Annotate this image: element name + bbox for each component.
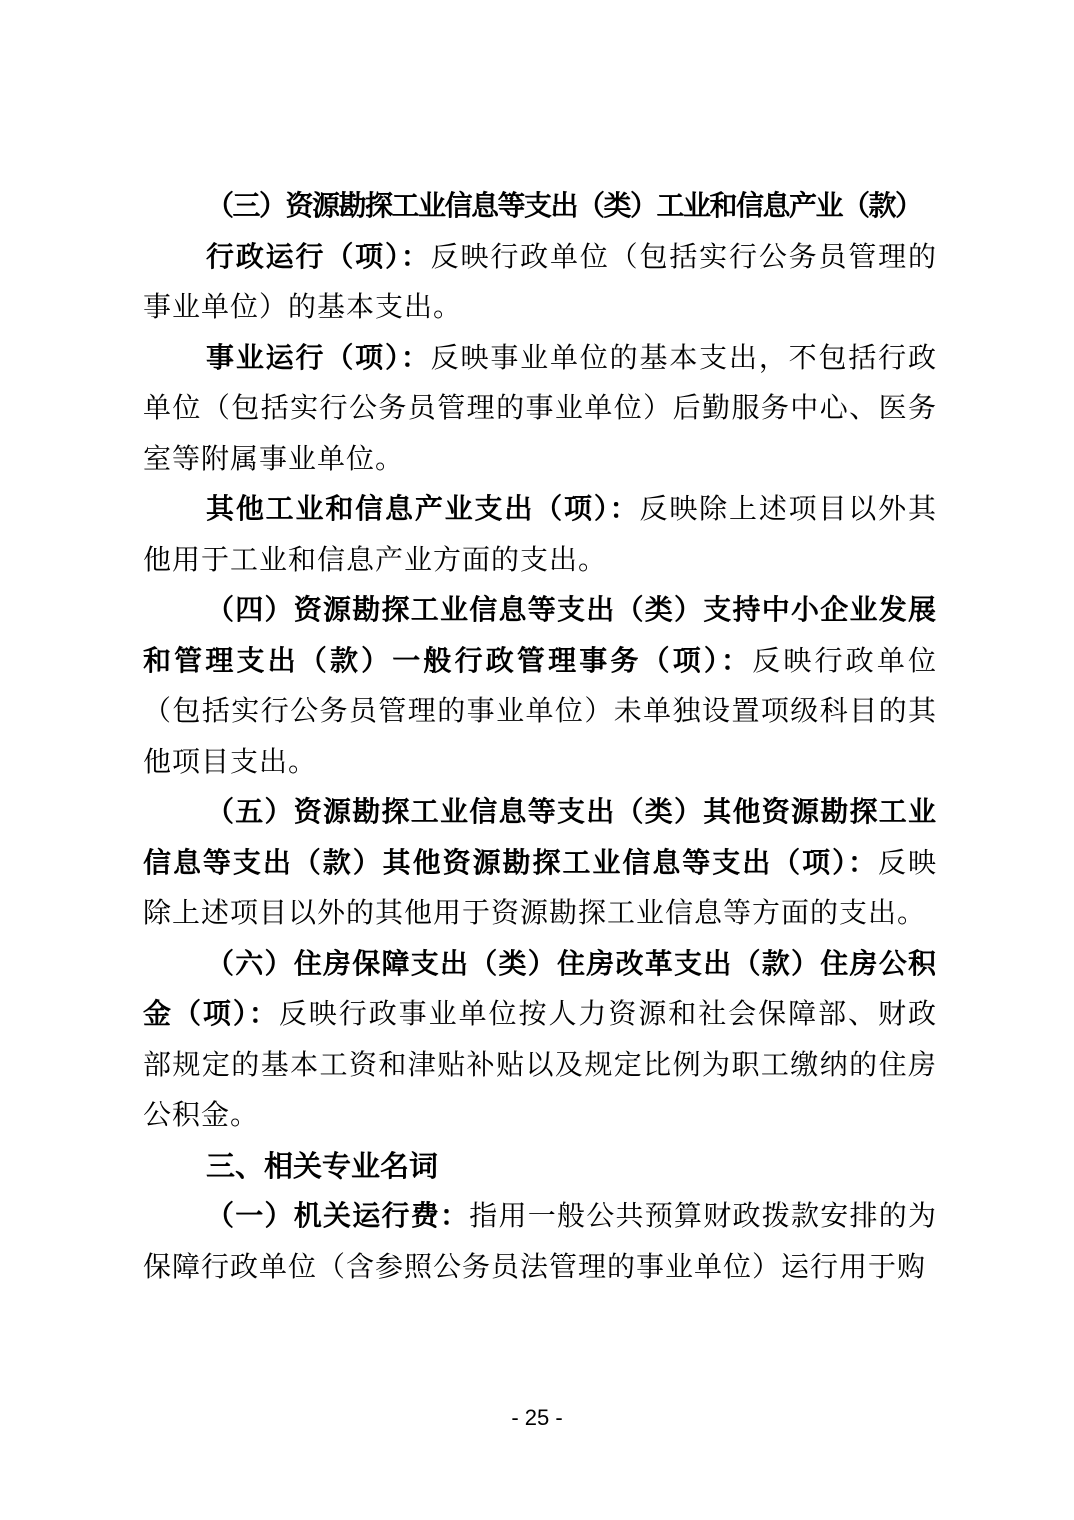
paragraph-lead: （六）住房保障支出（类）住房改革支出（款）住房公积金（项）： — [143, 948, 937, 1030]
paragraph-body: 反映事业单位的基本支出，不包括行政单位（包括实行公务员管理的事业单位）后勤服务中心、医务室等附属事业单位。 — [143, 342, 937, 475]
paragraph-body: 反映行政单位（包括实行公务员管理的事业单位）未单独设置项级科目的其他项目支出。 — [143, 645, 937, 778]
page-number: - 25 - — [511, 1405, 563, 1430]
paragraph-body: 反映行政单位（包括实行公务员管理的事业单位）的基本支出。 — [143, 241, 937, 323]
paragraph-lead: （一）机关运行费： — [206, 1201, 470, 1232]
heading-related-terms: 三、相关专业名词 — [206, 1150, 439, 1183]
paragraph-body: 反映行政事业单位按人力资源和社会保障部、财政部规定的基本工资和津贴补贴以及规定比例为职工缴纳的住房公积金。 — [143, 999, 937, 1131]
paragraph-body: 反映除上述项目以外其他用于工业和信息产业方面的支出。 — [143, 494, 937, 576]
paragraph-body: 反映除上述项目以外的其他用于资源勘探工业信息等方面的支出。 — [143, 847, 937, 929]
paragraph-lead: （三）资源勘探工业信息等支出（类）工业和信息产业（款） — [206, 191, 922, 222]
paragraph-jiguan-yunxingfei — [143, 1192, 937, 1293]
paragraph-body: 指用一般公共预算财政拨款安排的为保障行政单位（含参照公务员法管理的事业单位）运行用于购 — [143, 1201, 937, 1283]
paragraph-lead: 行政运行（项）： — [206, 241, 431, 273]
paragraph-lead: 事业运行（项）： — [206, 342, 431, 374]
paragraph-lead: （四）资源勘探工业信息等支出（类）支持中小企业发展和管理支出（款）一般行政管理事务（项）： — [143, 595, 937, 677]
paragraph-lead: （五）资源勘探工业信息等支出（类）其他资源勘探工业信息等支出（款）其他资源勘探工业信息等支出（项）： — [143, 797, 937, 879]
paragraph-section-6 — [143, 940, 937, 1142]
paragraph-xingzheng-yunxing — [143, 233, 937, 334]
paragraph-section-3-title — [143, 182, 937, 233]
paragraph-lead: 其他工业和信息产业支出（项）： — [206, 494, 640, 525]
document-body — [143, 182, 937, 1293]
paragraph-qita-gongye-xinxi — [143, 485, 937, 586]
paragraph-section-5 — [143, 788, 937, 940]
paragraph-shiye-yunxing — [143, 334, 937, 486]
paragraph-section-4 — [143, 586, 937, 788]
